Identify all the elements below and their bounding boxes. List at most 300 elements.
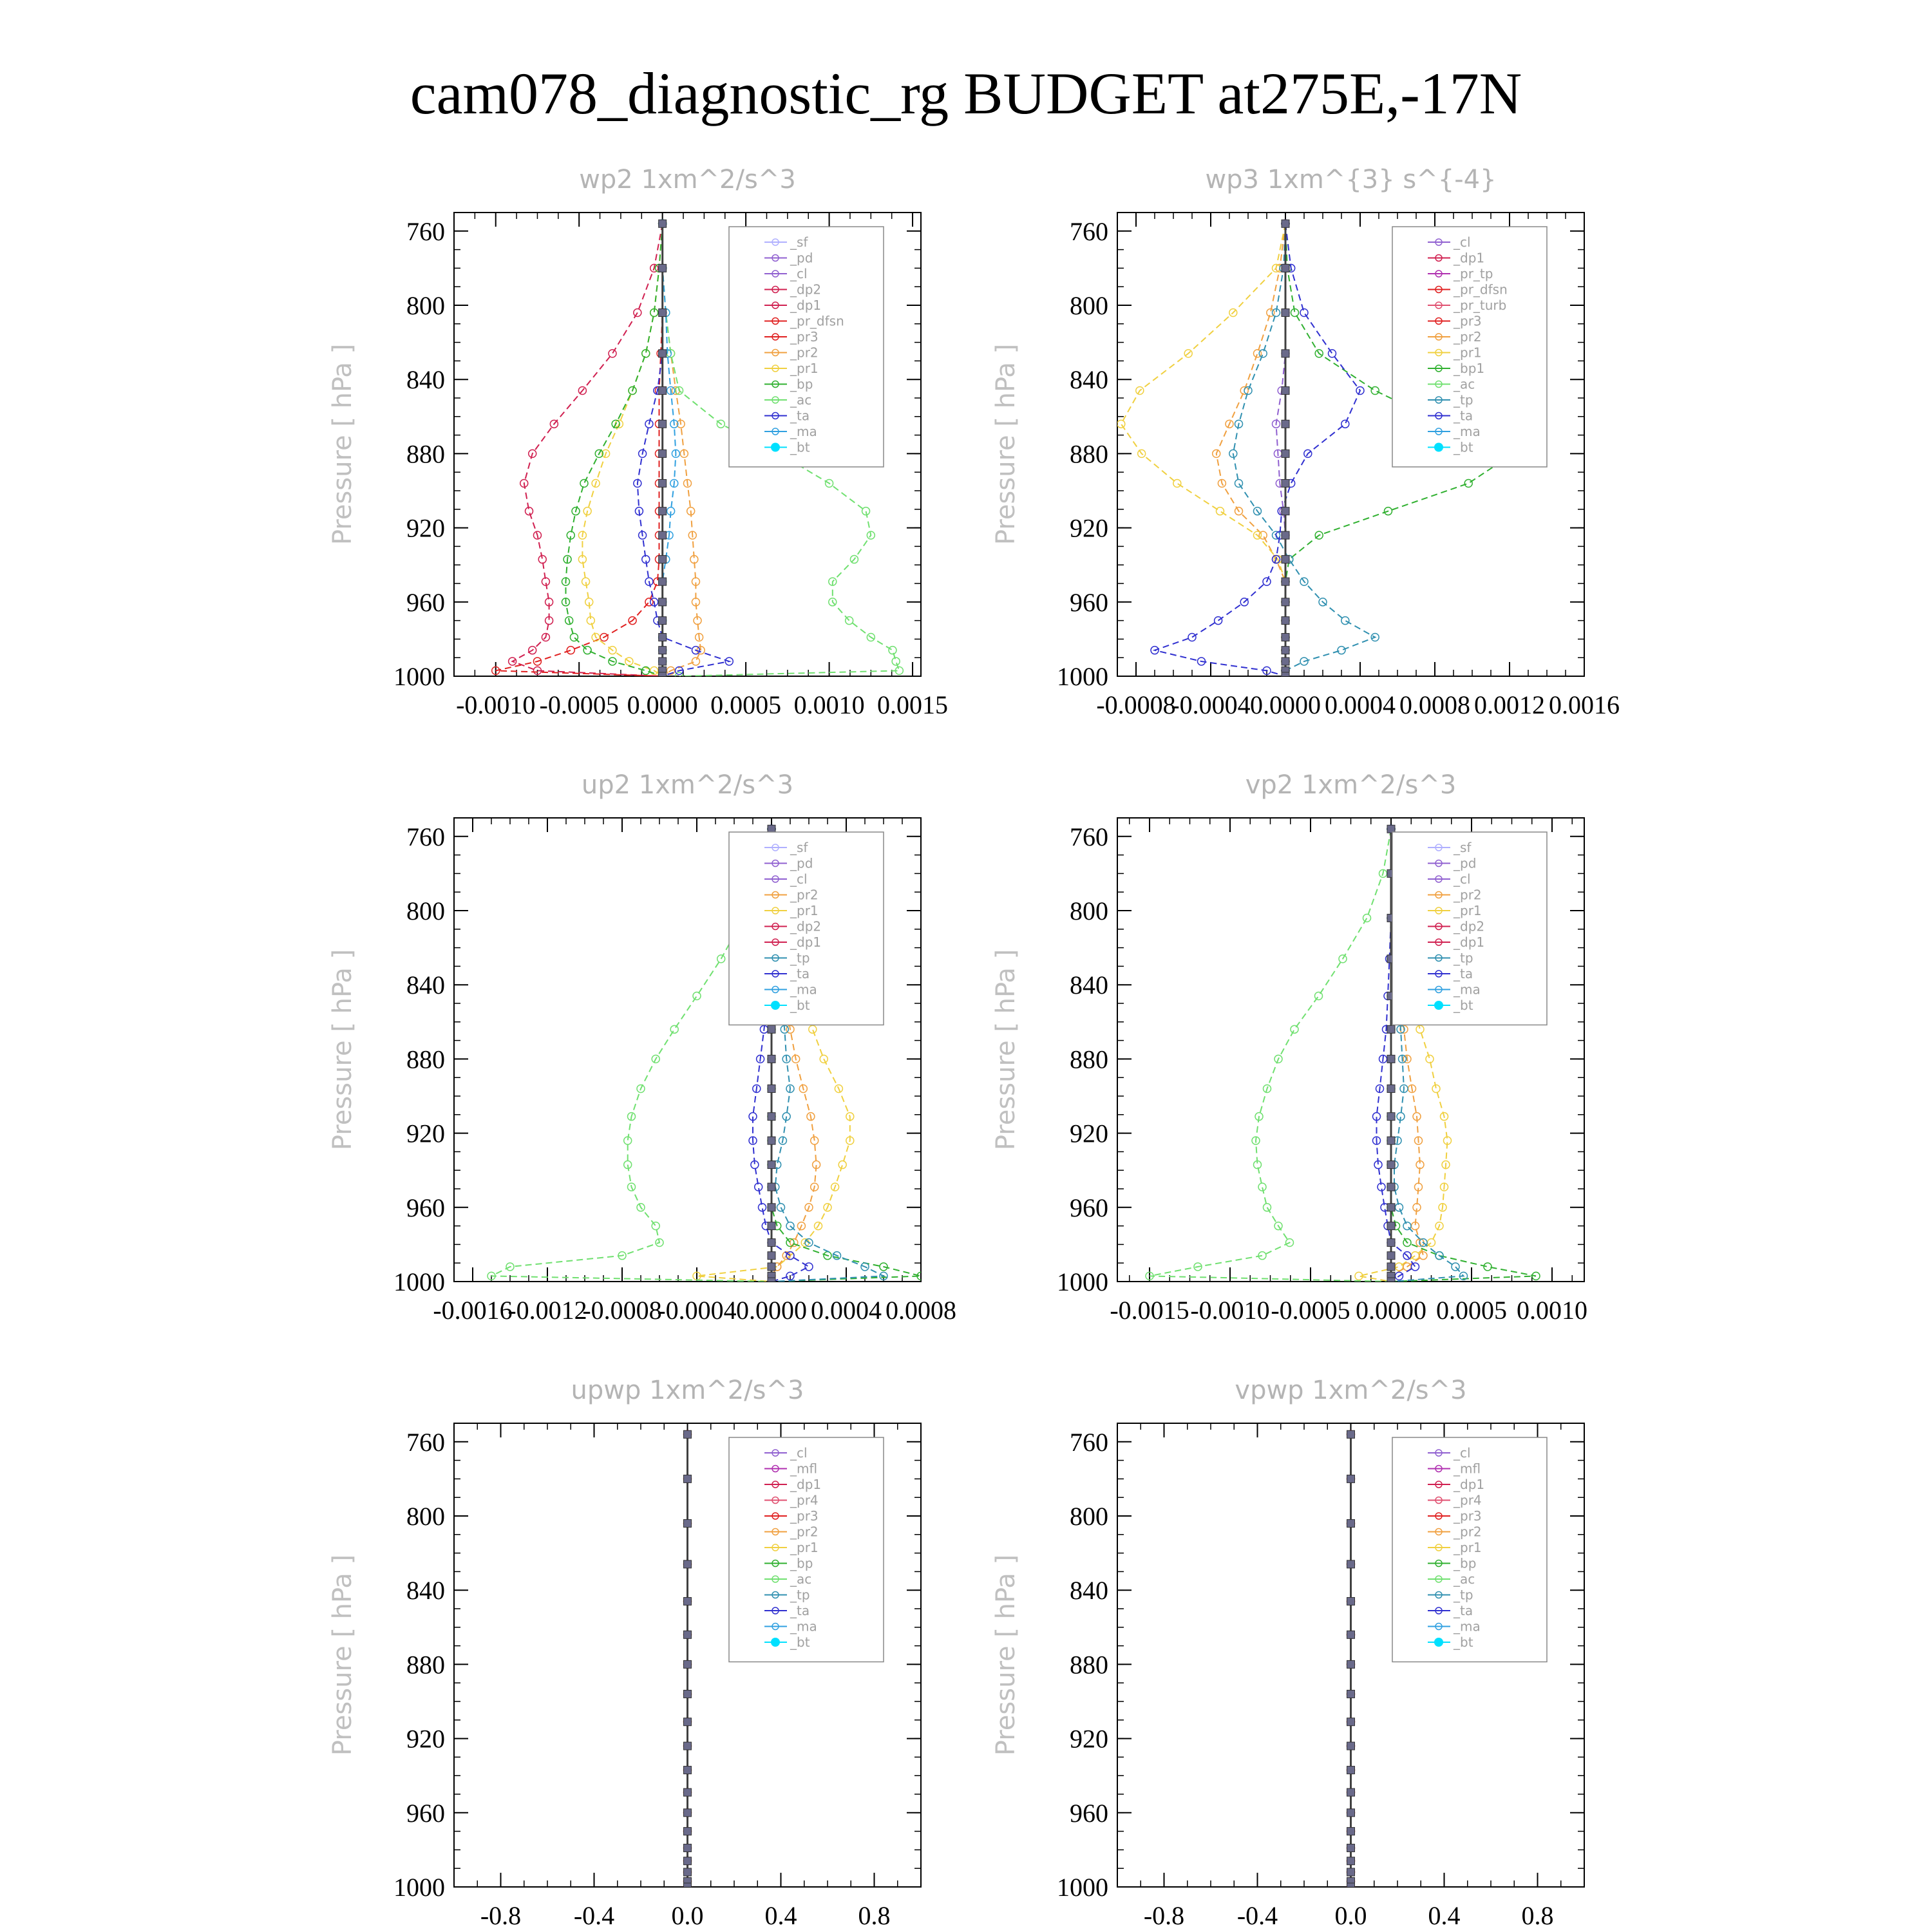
data-point-_pr1: [1426, 1055, 1434, 1063]
series-group: [1347, 1430, 1355, 1891]
y-tick-label: 880: [1070, 1650, 1108, 1680]
data-point-_bt: [659, 556, 667, 564]
data-point-_bt: [1347, 1660, 1355, 1668]
legend-label: _pd: [790, 250, 813, 266]
y-tick-label: 800: [1070, 1502, 1108, 1531]
legend-marker: [1434, 443, 1443, 452]
data-point-_ta: [1341, 420, 1349, 428]
legend-label: _bt: [790, 998, 810, 1013]
data-point-_bt: [1282, 556, 1289, 564]
legend-label: _bp: [790, 376, 813, 392]
data-point-_bp: [892, 658, 900, 665]
legend-marker: [771, 1638, 780, 1647]
data-point-_bt: [1387, 1137, 1395, 1144]
legend-label: _ma: [790, 424, 817, 439]
y-tick-label: 1000: [1057, 662, 1108, 691]
x-tick-label: -0.4: [1236, 1901, 1278, 1930]
legend-label: _pr2: [790, 1524, 819, 1540]
data-point-_pr2: [1419, 1252, 1427, 1260]
data-point-_bt: [1282, 507, 1289, 515]
data-point-_bp1: [1464, 479, 1472, 487]
data-point-_bt: [659, 350, 667, 357]
data-point-_bt: [1347, 1597, 1355, 1605]
x-tick-label: 0.0000: [627, 690, 698, 719]
legend-label: _ac: [1454, 376, 1475, 392]
data-point-_bt: [1387, 1183, 1395, 1191]
data-point-_bt: [1282, 220, 1289, 227]
data-point-_bt: [1282, 264, 1289, 272]
series-line-_ta: [1155, 223, 1360, 676]
data-point-_dp1: [567, 647, 574, 654]
data-point-_bt: [659, 531, 667, 539]
x-tick-label: 0.0000: [736, 1296, 807, 1325]
x-tick-label: 0.0000: [1356, 1296, 1426, 1325]
data-point-_bt: [659, 450, 667, 457]
data-point-_bt: [684, 1828, 692, 1835]
data-point-_bt: [659, 672, 667, 680]
panel-2: [991, 165, 1620, 719]
legend-label: _tp: [1454, 392, 1473, 408]
data-point-_bt: [1282, 634, 1289, 641]
data-point-_bt: [684, 1788, 692, 1796]
legend-label: _ta: [1454, 966, 1473, 981]
data-point-_tp: [1259, 350, 1267, 357]
data-point-_pr1: [1416, 1025, 1424, 1033]
data-point-_bt: [684, 1883, 692, 1891]
data-point-_bt: [659, 220, 667, 227]
data-point-_bt: [1282, 672, 1289, 680]
data-point-_bt: [684, 1475, 692, 1482]
legend-label: _ma: [790, 1618, 817, 1634]
data-point-_bt: [684, 1597, 692, 1605]
y-tick-label: 760: [1070, 216, 1108, 246]
data-point-_pr1: [1173, 479, 1181, 487]
legend-label: _tp: [790, 1587, 810, 1603]
data-point-_bp: [889, 647, 896, 654]
data-point-_bt: [1282, 531, 1289, 539]
legend-label: _sf: [790, 840, 808, 855]
data-point-_dp1: [652, 1222, 659, 1230]
y-axis-label: Pressure [ hPa ]: [991, 1554, 1021, 1756]
legend-label: _ma: [1454, 1618, 1481, 1634]
legend-label: _bt: [1454, 998, 1473, 1013]
legend-label: _mfl: [790, 1461, 818, 1477]
y-axis-label: Pressure [ hPa ]: [328, 949, 357, 1151]
data-point-_bp: [846, 617, 853, 625]
data-point-_bt: [684, 1809, 692, 1817]
x-tick-label: 0.4: [1428, 1901, 1461, 1930]
legend-label: _pr2: [1454, 887, 1482, 903]
data-point-_bt: [1347, 1631, 1355, 1638]
x-tick-label: 0.0004: [811, 1296, 882, 1325]
data-point-_pr3: [692, 658, 699, 665]
data-point-_bt: [768, 1222, 775, 1230]
y-tick-label: 760: [406, 1427, 445, 1457]
legend-label: _pr2: [790, 887, 819, 903]
legend-label: _dp1: [1454, 1477, 1485, 1492]
y-tick-label: 760: [406, 216, 445, 246]
data-point-_bt: [659, 598, 667, 606]
data-point-_pr1: [1217, 507, 1224, 515]
data-point-_ta: [1412, 1263, 1419, 1271]
data-point-_dp1: [670, 1025, 678, 1033]
data-point-_bt: [1347, 1766, 1355, 1774]
legend-label: _pr_dfsn: [1454, 281, 1508, 298]
data-point-_tp: [1341, 617, 1349, 625]
data-point-_ta: [1329, 350, 1336, 357]
data-point-_bt: [684, 1857, 692, 1865]
data-point-_bt: [768, 1113, 775, 1121]
data-point-_bt: [659, 507, 667, 515]
data-point-_bt: [768, 1084, 775, 1092]
x-tick-label: 0.0010: [793, 690, 865, 719]
data-point-_bt: [1387, 1084, 1395, 1092]
x-tick-label: 0.0: [671, 1901, 704, 1930]
data-point-_ta: [1188, 634, 1196, 641]
x-tick-label: 0.8: [858, 1901, 891, 1930]
legend-label: _sf: [790, 234, 808, 250]
data-point-_bt: [684, 1742, 692, 1750]
data-point-_bt: [1347, 1560, 1355, 1568]
x-tick-label: -0.0004: [1171, 690, 1251, 719]
y-tick-label: 1000: [1057, 1873, 1108, 1902]
legend-label: _pr_tp: [1454, 266, 1493, 281]
y-tick-label: 880: [1070, 1045, 1108, 1074]
legend-label: _bp1: [1454, 361, 1485, 376]
legend-label: _pr2: [1454, 1524, 1482, 1540]
data-point-_bt: [1347, 1430, 1355, 1438]
data-point-_pr1: [838, 1161, 846, 1169]
panel-title: vpwp 1xm^2/s^3: [1235, 1376, 1467, 1405]
legend-label: _dp1: [1454, 250, 1485, 266]
legend-label: _bt: [1454, 439, 1473, 455]
x-tick-label: -0.0008: [1096, 690, 1176, 719]
legend-label: _pd: [1454, 855, 1477, 871]
x-tick-label: 0.0004: [1325, 690, 1396, 719]
y-tick-label: 960: [1070, 1193, 1108, 1222]
legend-label: _ta: [1454, 1603, 1473, 1618]
x-tick-label: 0.0012: [1474, 690, 1545, 719]
legend-label: _pd: [790, 855, 813, 871]
data-point-_bt: [1347, 1788, 1355, 1796]
x-tick-label: -0.0012: [507, 1296, 587, 1325]
x-tick-label: 0.0008: [1399, 690, 1470, 719]
panel-3: [328, 770, 956, 1325]
data-point-_bt: [1347, 1475, 1355, 1482]
legend-marker: [771, 443, 780, 452]
x-tick-label: 0.4: [764, 1901, 797, 1930]
data-point-_bt: [1387, 1239, 1395, 1247]
series-line-_dp1: [1150, 829, 1391, 1282]
y-tick-label: 760: [1070, 822, 1108, 851]
data-point-_bt: [1387, 1278, 1395, 1285]
legend-label: _ta: [790, 1603, 810, 1618]
data-point-_bt: [684, 1430, 692, 1438]
data-point-_bt: [768, 1252, 775, 1260]
y-tick-label: 960: [1070, 587, 1108, 617]
data-point-_bt: [1282, 617, 1289, 625]
series-group: [684, 1430, 692, 1891]
data-point-_bt: [659, 479, 667, 487]
data-point-_bt: [684, 1690, 692, 1698]
data-point-_bt: [1347, 1883, 1355, 1891]
data-point-_bt: [1282, 450, 1289, 457]
data-point-_bt: [1282, 350, 1289, 357]
data-point-_dp1: [1264, 1204, 1271, 1211]
data-point-_bt: [1282, 578, 1289, 585]
y-tick-label: 760: [406, 822, 445, 851]
legend-marker: [1434, 1638, 1443, 1647]
data-point-_bt: [1387, 1113, 1395, 1121]
data-point-_bt: [659, 386, 667, 394]
x-tick-label: -0.8: [1143, 1901, 1185, 1930]
y-axis-label: Pressure [ hPa ]: [991, 949, 1021, 1151]
data-point-_pr1: [570, 634, 578, 641]
panel-4: [991, 770, 1587, 1325]
figure-title: cam078_diagnostic_rg BUDGET at275E,-17N: [410, 61, 1522, 126]
data-point-_bt: [659, 617, 667, 625]
legend-label: _tp: [1454, 1587, 1473, 1603]
data-point-_bt: [1347, 1690, 1355, 1698]
x-tick-label: 0.8: [1521, 1901, 1554, 1930]
y-tick-label: 840: [1070, 971, 1108, 1000]
legend-label: _ta: [1454, 408, 1473, 424]
legend-label: _cl: [1454, 871, 1471, 887]
x-tick-label: 0.0008: [886, 1296, 956, 1325]
y-tick-label: 920: [1070, 513, 1108, 543]
legend-label: _pr_turb: [1454, 298, 1507, 313]
y-tick-label: 800: [406, 291, 445, 320]
data-point-_bt: [684, 1718, 692, 1726]
data-point-_bt: [659, 420, 667, 428]
data-point-_dp1: [1291, 1025, 1298, 1033]
data-point-_bt: [1387, 1204, 1395, 1211]
data-point-_ta: [1300, 309, 1308, 317]
y-tick-label: 840: [1070, 365, 1108, 395]
data-point-_bt: [1282, 647, 1289, 654]
legend-marker: [771, 1001, 780, 1010]
y-tick-label: 1000: [393, 1267, 445, 1296]
y-tick-label: 1000: [393, 1873, 445, 1902]
y-tick-label: 760: [1070, 1427, 1108, 1457]
data-point-_bt: [768, 1278, 775, 1285]
y-tick-label: 920: [406, 513, 445, 543]
legend-label: _dp2: [790, 281, 822, 298]
data-point-_bt: [1282, 386, 1289, 394]
legend-label: _bp: [1454, 1555, 1477, 1571]
legend-label: _pr3: [790, 1508, 819, 1524]
legend-label: _pr1: [790, 903, 819, 918]
legend-label: _dp2: [1454, 918, 1485, 934]
x-tick-label: -0.0005: [1271, 1296, 1350, 1325]
panel-1: [328, 165, 948, 719]
legend-label: _ma: [1454, 424, 1481, 439]
legend-label: _ta: [790, 966, 810, 981]
legend-label: _sf: [1454, 840, 1472, 855]
data-point-_bt: [684, 1631, 692, 1638]
panel-title: up2 1xm^2/s^3: [581, 770, 794, 800]
legend-label: _tp: [790, 950, 810, 966]
series-line-_tp: [1233, 223, 1375, 676]
data-point-_bt: [1347, 1809, 1355, 1817]
data-point-_bt: [1347, 1868, 1355, 1876]
panel-title: wp2 1xm^2/s^3: [579, 165, 796, 194]
x-tick-label: 0.0005: [710, 690, 782, 719]
x-tick-label: -0.4: [573, 1901, 615, 1930]
y-tick-label: 1000: [393, 662, 445, 691]
data-point-_bt: [768, 1204, 775, 1211]
x-tick-label: -0.0016: [433, 1296, 513, 1325]
data-point-_bt: [684, 1868, 692, 1876]
data-point-_bt: [684, 1560, 692, 1568]
legend-label: _ac: [1454, 1571, 1475, 1587]
series-line-_dp2: [513, 223, 663, 676]
y-tick-label: 920: [406, 1724, 445, 1754]
x-tick-label: -0.0005: [539, 690, 619, 719]
data-point-_bt: [1387, 1222, 1395, 1230]
data-point-_bt: [1387, 1252, 1395, 1260]
legend-label: _bt: [1454, 1634, 1473, 1650]
data-point-_bt: [768, 1055, 775, 1063]
legend-label: _ma: [790, 981, 817, 998]
panel-6: [991, 1376, 1584, 1930]
data-point-_bt: [1347, 1742, 1355, 1750]
y-tick-label: 840: [406, 1576, 445, 1605]
x-tick-label: 0.0010: [1517, 1296, 1587, 1325]
legend-label: _pr_dfsn: [790, 313, 844, 329]
data-point-_tp: [1403, 1222, 1411, 1230]
x-tick-label: 0.0016: [1549, 690, 1620, 719]
y-tick-label: 1000: [1057, 1267, 1108, 1296]
legend-label: _pr1: [790, 361, 819, 376]
data-point-_bt: [1387, 1025, 1395, 1033]
data-point-_bt: [1347, 1718, 1355, 1726]
legend-label: _pr1: [1454, 345, 1482, 361]
legend-label: _pr2: [790, 345, 819, 361]
legend-label: _cl: [790, 266, 808, 281]
panel-5: [328, 1376, 921, 1930]
data-point-_bt: [768, 1025, 775, 1033]
legend-label: _ac: [790, 392, 812, 408]
data-point-_bt: [1347, 1828, 1355, 1835]
data-point-_bt: [768, 1239, 775, 1247]
data-point-_dp2: [609, 350, 616, 357]
data-point-_dp1: [1315, 992, 1323, 999]
legend-label: _dp2: [790, 918, 822, 934]
data-point-_bt: [768, 1137, 775, 1144]
legend-label: _cl: [1454, 234, 1471, 250]
data-point-_bt: [684, 1766, 692, 1774]
y-tick-label: 880: [406, 1650, 445, 1680]
y-tick-label: 840: [406, 971, 445, 1000]
x-tick-label: 0.0: [1334, 1901, 1367, 1930]
series-line-_dp1: [496, 223, 663, 676]
series-line-_pr2: [582, 223, 662, 676]
y-tick-label: 920: [1070, 1119, 1108, 1148]
y-axis-label: Pressure [ hPa ]: [328, 1554, 357, 1756]
data-point-_pr1: [1117, 420, 1125, 428]
series-line-_pr1: [566, 223, 663, 676]
data-point-_bt: [659, 264, 667, 272]
y-tick-label: 880: [1070, 439, 1108, 469]
y-tick-label: 920: [406, 1119, 445, 1148]
legend-label: _pr1: [1454, 903, 1482, 918]
y-tick-label: 800: [406, 896, 445, 925]
legend-label: _cl: [790, 871, 808, 887]
legend-label: _bt: [790, 439, 810, 455]
data-point-_bt: [659, 578, 667, 585]
y-tick-label: 880: [406, 439, 445, 469]
panel-title: upwp 1xm^2/s^3: [571, 1376, 804, 1405]
x-tick-label: -0.0004: [657, 1296, 737, 1325]
legend-label: _pr1: [1454, 1540, 1482, 1555]
y-tick-label: 880: [406, 1045, 445, 1074]
data-point-_bp1: [1371, 386, 1379, 394]
series-line-_pr3: [663, 223, 701, 676]
data-point-_pr1: [1412, 1252, 1419, 1260]
y-tick-label: 800: [406, 1502, 445, 1531]
legend-label: _dp1: [790, 1477, 822, 1492]
x-tick-label: -0.8: [480, 1901, 522, 1930]
legend-label: _bp: [790, 1555, 813, 1571]
data-point-_dp1: [693, 992, 701, 999]
data-point-_ta: [805, 1263, 813, 1271]
legend-label: _pr3: [1454, 1508, 1482, 1524]
data-point-_pr1: [583, 647, 591, 654]
legend-label: _pr4: [1454, 1492, 1482, 1508]
legend-label: _ta: [790, 408, 810, 424]
series-line-_pr2: [1217, 223, 1285, 676]
data-point-_bt: [684, 1660, 692, 1668]
series-line-_pr1: [1121, 223, 1285, 676]
data-point-_dp1: [1363, 914, 1371, 922]
legend-label: _cl: [1454, 1445, 1471, 1461]
data-point-_bt: [659, 309, 667, 317]
legend-label: _dp1: [1454, 934, 1485, 950]
legend-label: _ma: [1454, 981, 1481, 998]
y-tick-label: 960: [1070, 1798, 1108, 1828]
data-point-_bt: [1282, 658, 1289, 665]
legend-label: _cl: [790, 1445, 808, 1461]
y-tick-label: 960: [406, 1193, 445, 1222]
data-point-_bt: [684, 1520, 692, 1528]
x-tick-label: -0.0010: [1190, 1296, 1270, 1325]
legend-label: _pr4: [790, 1492, 819, 1508]
data-point-_bt: [768, 1161, 775, 1169]
y-tick-label: 800: [1070, 896, 1108, 925]
legend-label: _bt: [790, 1634, 810, 1650]
x-tick-label: -0.0010: [456, 690, 536, 719]
data-point-_bt: [1387, 1161, 1395, 1169]
x-tick-label: -0.0015: [1110, 1296, 1189, 1325]
data-point-_bt: [1347, 1857, 1355, 1865]
y-tick-label: 960: [406, 1798, 445, 1828]
y-axis-label: Pressure [ hPa ]: [991, 343, 1021, 545]
data-point-_bt: [1347, 1520, 1355, 1528]
data-point-_tp: [1338, 647, 1345, 654]
data-point-_bt: [1387, 1263, 1395, 1271]
legend-label: _ac: [790, 1571, 812, 1587]
data-point-_bt: [659, 647, 667, 654]
data-point-_pr1: [1428, 1239, 1435, 1247]
y-tick-label: 840: [406, 365, 445, 395]
data-point-_bt: [1282, 309, 1289, 317]
data-point-_bt: [659, 658, 667, 665]
data-point-_bt: [684, 1844, 692, 1852]
legend-label: _mfl: [1454, 1461, 1481, 1477]
legend-label: _tp: [1454, 950, 1473, 966]
panel-title: vp2 1xm^2/s^3: [1245, 770, 1457, 800]
